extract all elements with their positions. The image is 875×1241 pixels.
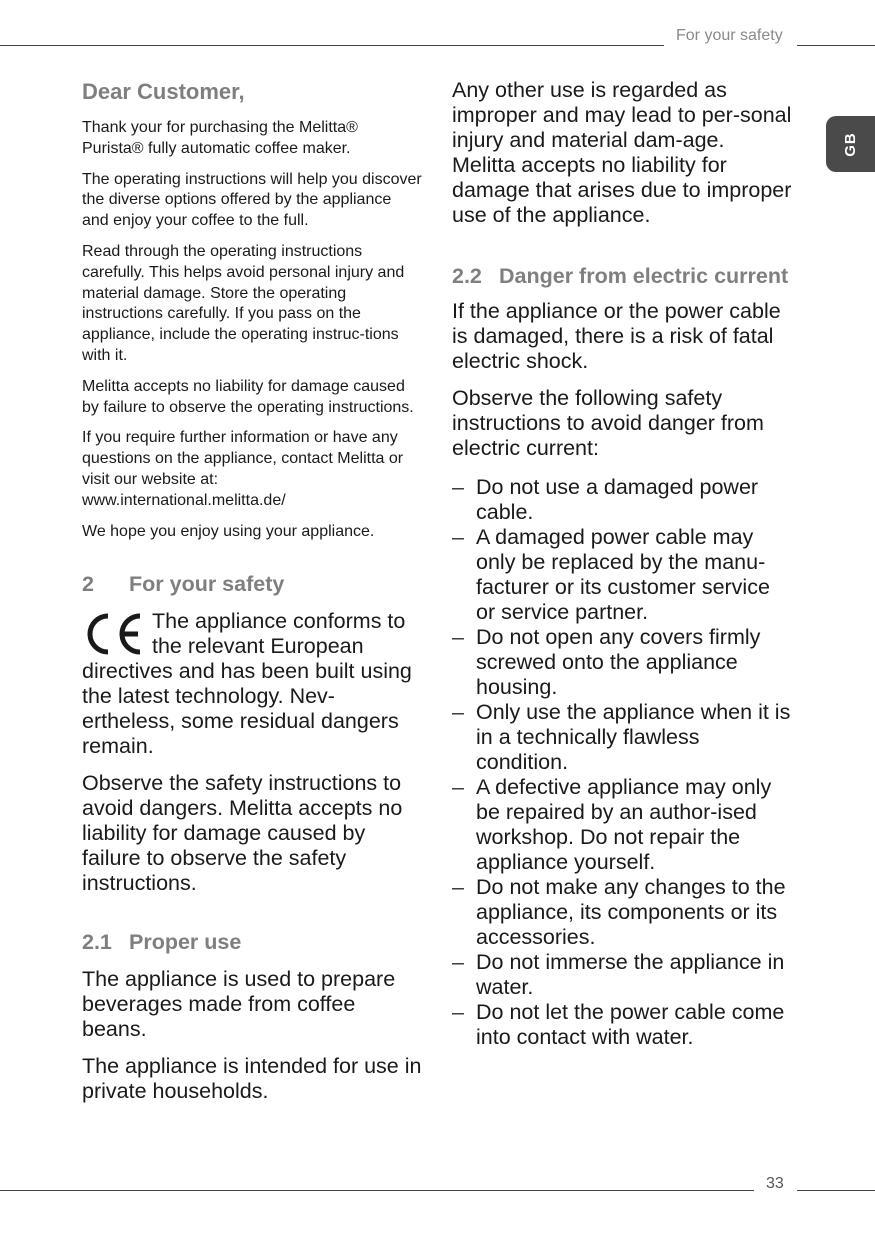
safety-paragraph: Observe the safety instructions to avoid dangers. Melitta accepts no liability for damage caused by failure to observe the safety instructions. xyxy=(82,771,403,896)
continued-paragraph: Any other use is regarded as improper and may lead to per-sonal injury and material dam-age. Melitta accepts no liability for damage that arises due to improper use of the appliance. xyxy=(452,78,792,227)
bullet-dash: – xyxy=(452,625,464,649)
list-item: – Do not immerse the appliance in water. xyxy=(452,950,785,999)
list-item: – Do not make any changes to the appliance, its components or its accessories. xyxy=(452,875,786,949)
language-tab-label: GB xyxy=(842,131,859,157)
intro-paragraph: The operating instructions will help you discover the diverse options offered by the appliance and enjoy your coffee to the full. xyxy=(82,170,422,230)
left-column xyxy=(82,78,422,1116)
greeting-heading: Dear Customer, xyxy=(82,79,245,104)
footer-rule-right xyxy=(797,1190,875,1191)
electric-paragraph: Observe the following safety instructions to avoid danger from electric current: xyxy=(452,386,764,460)
page-number: 33 xyxy=(766,1175,784,1192)
list-item: – A damaged power cable may only be replaced by the manu-facturer or its customer service or service partner. xyxy=(452,525,770,624)
ce-paragraph xyxy=(82,609,422,759)
section-title: Proper use xyxy=(129,930,242,955)
intro-paragraph: Melitta accepts no liability for damage caused by failure to observe the operating instructions. xyxy=(82,377,414,416)
section-2-2-heading xyxy=(452,264,792,289)
list-item: – Only use the appliance when it is in a technically flawless condition. xyxy=(452,700,791,774)
bullet-dash: – xyxy=(452,525,464,549)
section-number: 2.2 xyxy=(452,264,482,288)
bullet-dash: – xyxy=(452,775,464,799)
footer-rule-left xyxy=(0,1190,754,1191)
bullet-dash: – xyxy=(452,700,464,724)
ce-paragraph-text: The appliance conforms to the relevant European directives and has been built using the latest technology. Nev-ertheless, some residual dangers remain. xyxy=(82,609,412,759)
bullet-dash: – xyxy=(452,875,464,899)
bullet-dash: – xyxy=(452,1000,464,1024)
header-rule-left xyxy=(0,45,664,46)
right-column xyxy=(452,78,792,1050)
list-item: – Do not use a damaged power cable. xyxy=(452,475,759,524)
section-title: For your safety xyxy=(129,572,285,597)
section-2-heading xyxy=(82,572,422,597)
language-tab xyxy=(826,116,875,172)
intro-paragraph: If you require further information or have any questions on the appliance, contact Melitta or visit our website at: www.international.melitta.de/ xyxy=(82,429,404,509)
proper-use-paragraph: The appliance is used to prepare beverages made from coffee beans. xyxy=(82,967,396,1042)
section-number: 2 xyxy=(82,572,94,597)
proper-use-paragraph: The appliance is intended for use in private households. xyxy=(82,1054,422,1104)
bullet-dash: – xyxy=(452,475,464,499)
section-number: 2.1 xyxy=(82,930,112,955)
list-item: – Do not let the power cable come into contact with water. xyxy=(452,1000,785,1049)
intro-paragraph: Thank your for purchasing the Melitta® Purista® fully automatic coffee maker. xyxy=(82,119,358,157)
list-item: – Do not open any covers firmly screwed onto the appliance housing. xyxy=(452,625,761,699)
section-2-1-heading xyxy=(82,930,422,955)
safety-bullet-list xyxy=(452,475,792,1050)
bullet-dash: – xyxy=(452,950,464,974)
intro-paragraph: Read through the operating instructions carefully. This helps avoid personal injury and material damage. Store the operating instructions carefully. If you pass on the appliance, include the operating instruc-tions with it. xyxy=(82,242,405,364)
list-item: – A defective appliance may only be repaired by an author-ised workshop. Do not repair the appliance yourself. xyxy=(452,775,772,874)
electric-paragraph: If the appliance or the power cable is damaged, there is a risk of fatal electric shock. xyxy=(452,299,781,373)
running-header: For your safety xyxy=(676,27,783,44)
header-rule-right xyxy=(797,45,875,46)
ce-mark-icon xyxy=(82,612,146,656)
section-title: Danger from electric current xyxy=(499,264,789,288)
intro-paragraph: We hope you enjoy using your appliance. xyxy=(82,522,375,540)
